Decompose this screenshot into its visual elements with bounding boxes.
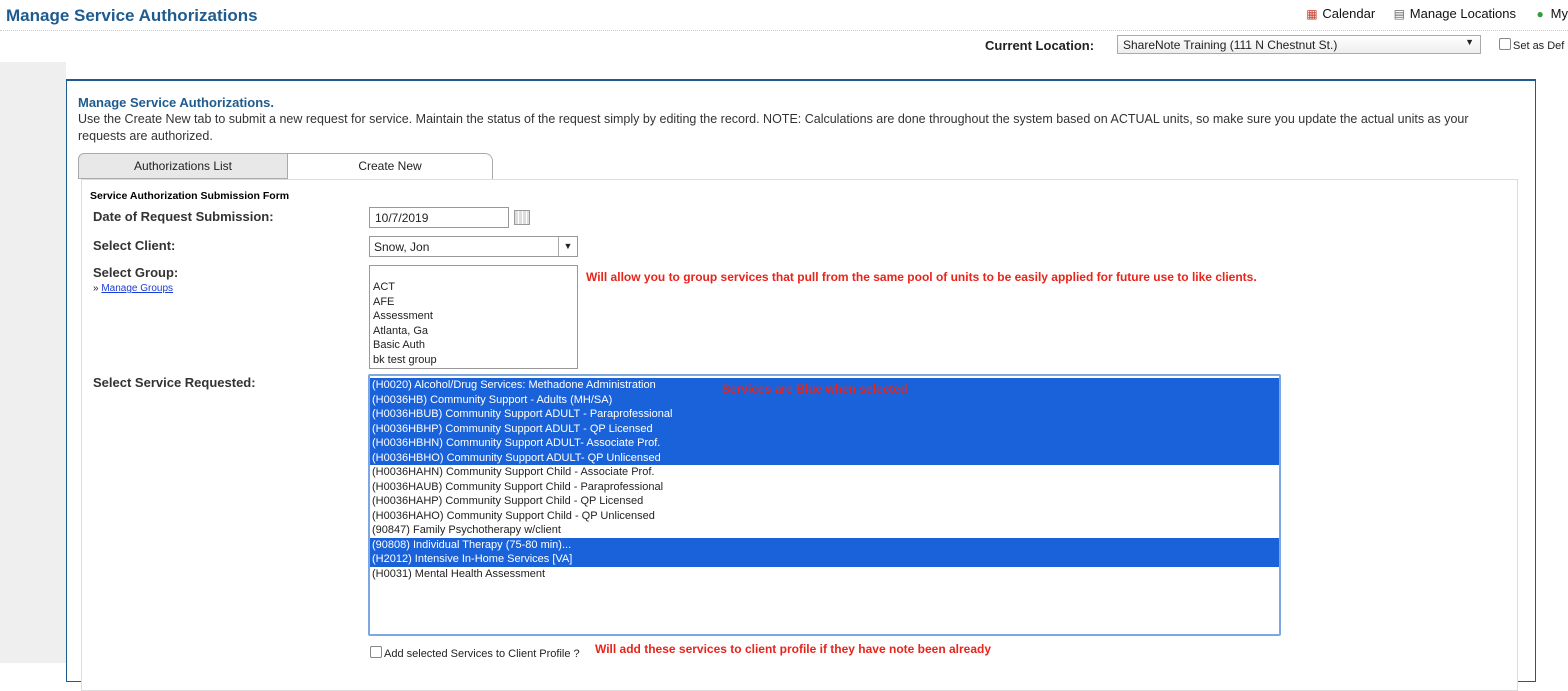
chevron-down-icon: ▼ <box>558 237 577 256</box>
calendar-link[interactable] <box>1305 6 1375 21</box>
manage-groups-prefix: » <box>93 283 99 294</box>
top-links <box>1291 6 1568 21</box>
chevron-down-icon: ▼ <box>1465 37 1474 47</box>
user-icon: ● <box>1536 7 1544 21</box>
page-title: Manage Service Authorizations <box>6 6 258 25</box>
my-account-link-label: My <box>1550 6 1568 21</box>
manage-groups-link[interactable]: Manage Groups <box>101 283 174 294</box>
service-option[interactable]: (H0036HBUB) Community Support ADULT - Paraprofessional <box>370 407 1279 422</box>
service-option[interactable]: (H0036HAUB) Community Support Child - Paraprofessional <box>372 480 664 493</box>
add-services-checkbox[interactable] <box>370 646 580 660</box>
group-option[interactable]: Atlanta, Ga <box>373 324 429 337</box>
service-option[interactable]: (H0031) Mental Health Assessment <box>372 567 546 580</box>
service-option[interactable]: (H0036HBHP) Community Support ADULT - QP Licensed <box>370 422 1279 437</box>
group-label: Select Group: <box>93 265 179 280</box>
manage-locations-link[interactable] <box>1393 6 1516 21</box>
submission-form <box>81 179 1518 691</box>
panel-title: Manage Service Authorizations. <box>78 95 275 110</box>
group-annotation: Will allow you to group services that pull from the same pool of units to be easily applied for future use to like clients. <box>586 270 1257 284</box>
left-gutter <box>0 62 66 663</box>
service-option[interactable]: (H0036HAHN) Community Support Child - Associate Prof. <box>372 466 655 478</box>
client-select-value: Snow, Jon <box>374 240 430 254</box>
current-location-label: Current Location: <box>985 38 1095 53</box>
service-option[interactable]: (90847) Family Psychotherapy w/client <box>372 524 561 536</box>
location-bar <box>0 33 1568 59</box>
building-icon: ▤ <box>1393 7 1405 21</box>
checkbox-box[interactable] <box>370 646 382 658</box>
client-select[interactable] <box>369 236 578 257</box>
service-option[interactable]: (90808) Individual Therapy (75-80 min)... <box>370 538 1279 553</box>
top-bar <box>0 0 1568 31</box>
calendar-picker-icon[interactable] <box>514 210 530 225</box>
service-option[interactable]: (H2012) Intensive In-Home Services [VA] <box>370 552 1279 567</box>
group-option[interactable]: bk test group <box>373 353 437 366</box>
tab-create-new[interactable]: Create New <box>287 153 493 179</box>
calendar-icon: ▦ <box>1306 7 1318 21</box>
manage-groups-row <box>93 283 173 294</box>
date-label: Date of Request Submission: <box>93 209 274 224</box>
add-services-label: Add selected Services to Client Profile ? <box>384 648 580 660</box>
service-option[interactable]: (H0036HBHN) Community Support ADULT- Associate Prof. <box>370 436 1279 451</box>
calendar-link-label: Calendar <box>1322 6 1376 21</box>
group-option[interactable]: Assessment <box>373 310 433 322</box>
set-as-default-label: Set as Def <box>1513 40 1565 52</box>
service-option[interactable]: (H0036HAHP) Community Support Child - QP Licensed <box>372 495 644 507</box>
group-option[interactable]: AFE <box>373 295 395 308</box>
service-listbox[interactable] <box>368 374 1281 636</box>
service-label: Select Service Requested: <box>93 375 256 390</box>
service-option[interactable]: (H0036HAHO) Community Support Child - QP Unlicensed <box>372 509 655 522</box>
current-location-select[interactable] <box>1117 35 1481 54</box>
service-option[interactable]: (H0036HBHO) Community Support ADULT- QP Unlicensed <box>370 451 1279 466</box>
current-location-value: ShareNote Training (111 N Chestnut St.) <box>1123 38 1338 52</box>
date-input[interactable]: 10/7/2019 <box>369 207 509 228</box>
group-option[interactable]: Basic Auth <box>373 339 425 351</box>
form-title: Service Authorization Submission Form <box>90 190 290 202</box>
service-annotation: Services are Blue when selected <box>722 382 908 396</box>
service-option[interactable]: (H0036HB) Community Support - Adults (MH/SA) <box>370 393 1279 408</box>
service-option[interactable]: (H0020) Alcohol/Drug Services: Methadone Administration <box>370 378 1279 393</box>
my-account-link[interactable] <box>1534 6 1568 21</box>
manage-locations-link-label: Manage Locations <box>1409 6 1517 21</box>
group-listbox[interactable] <box>369 265 578 369</box>
set-as-default-checkbox[interactable] <box>1499 38 1564 52</box>
authorizations-panel <box>66 79 1536 682</box>
add-services-annotation: Will add these services to client profile if they have note been already <box>595 642 992 656</box>
tab-authorizations-list[interactable]: Authorizations List <box>78 153 288 179</box>
panel-description: Use the Create New tab to submit a new request for service. Maintain the status of the request simply by editing the record. NOTE: Calculations are done throughout the system based on ACTUAL units, so make sure you update the actual units as your requests are authorized. <box>78 112 1469 143</box>
group-option[interactable]: ACT <box>373 281 395 293</box>
checkbox-box[interactable] <box>1499 38 1511 50</box>
client-label: Select Client: <box>93 238 176 253</box>
